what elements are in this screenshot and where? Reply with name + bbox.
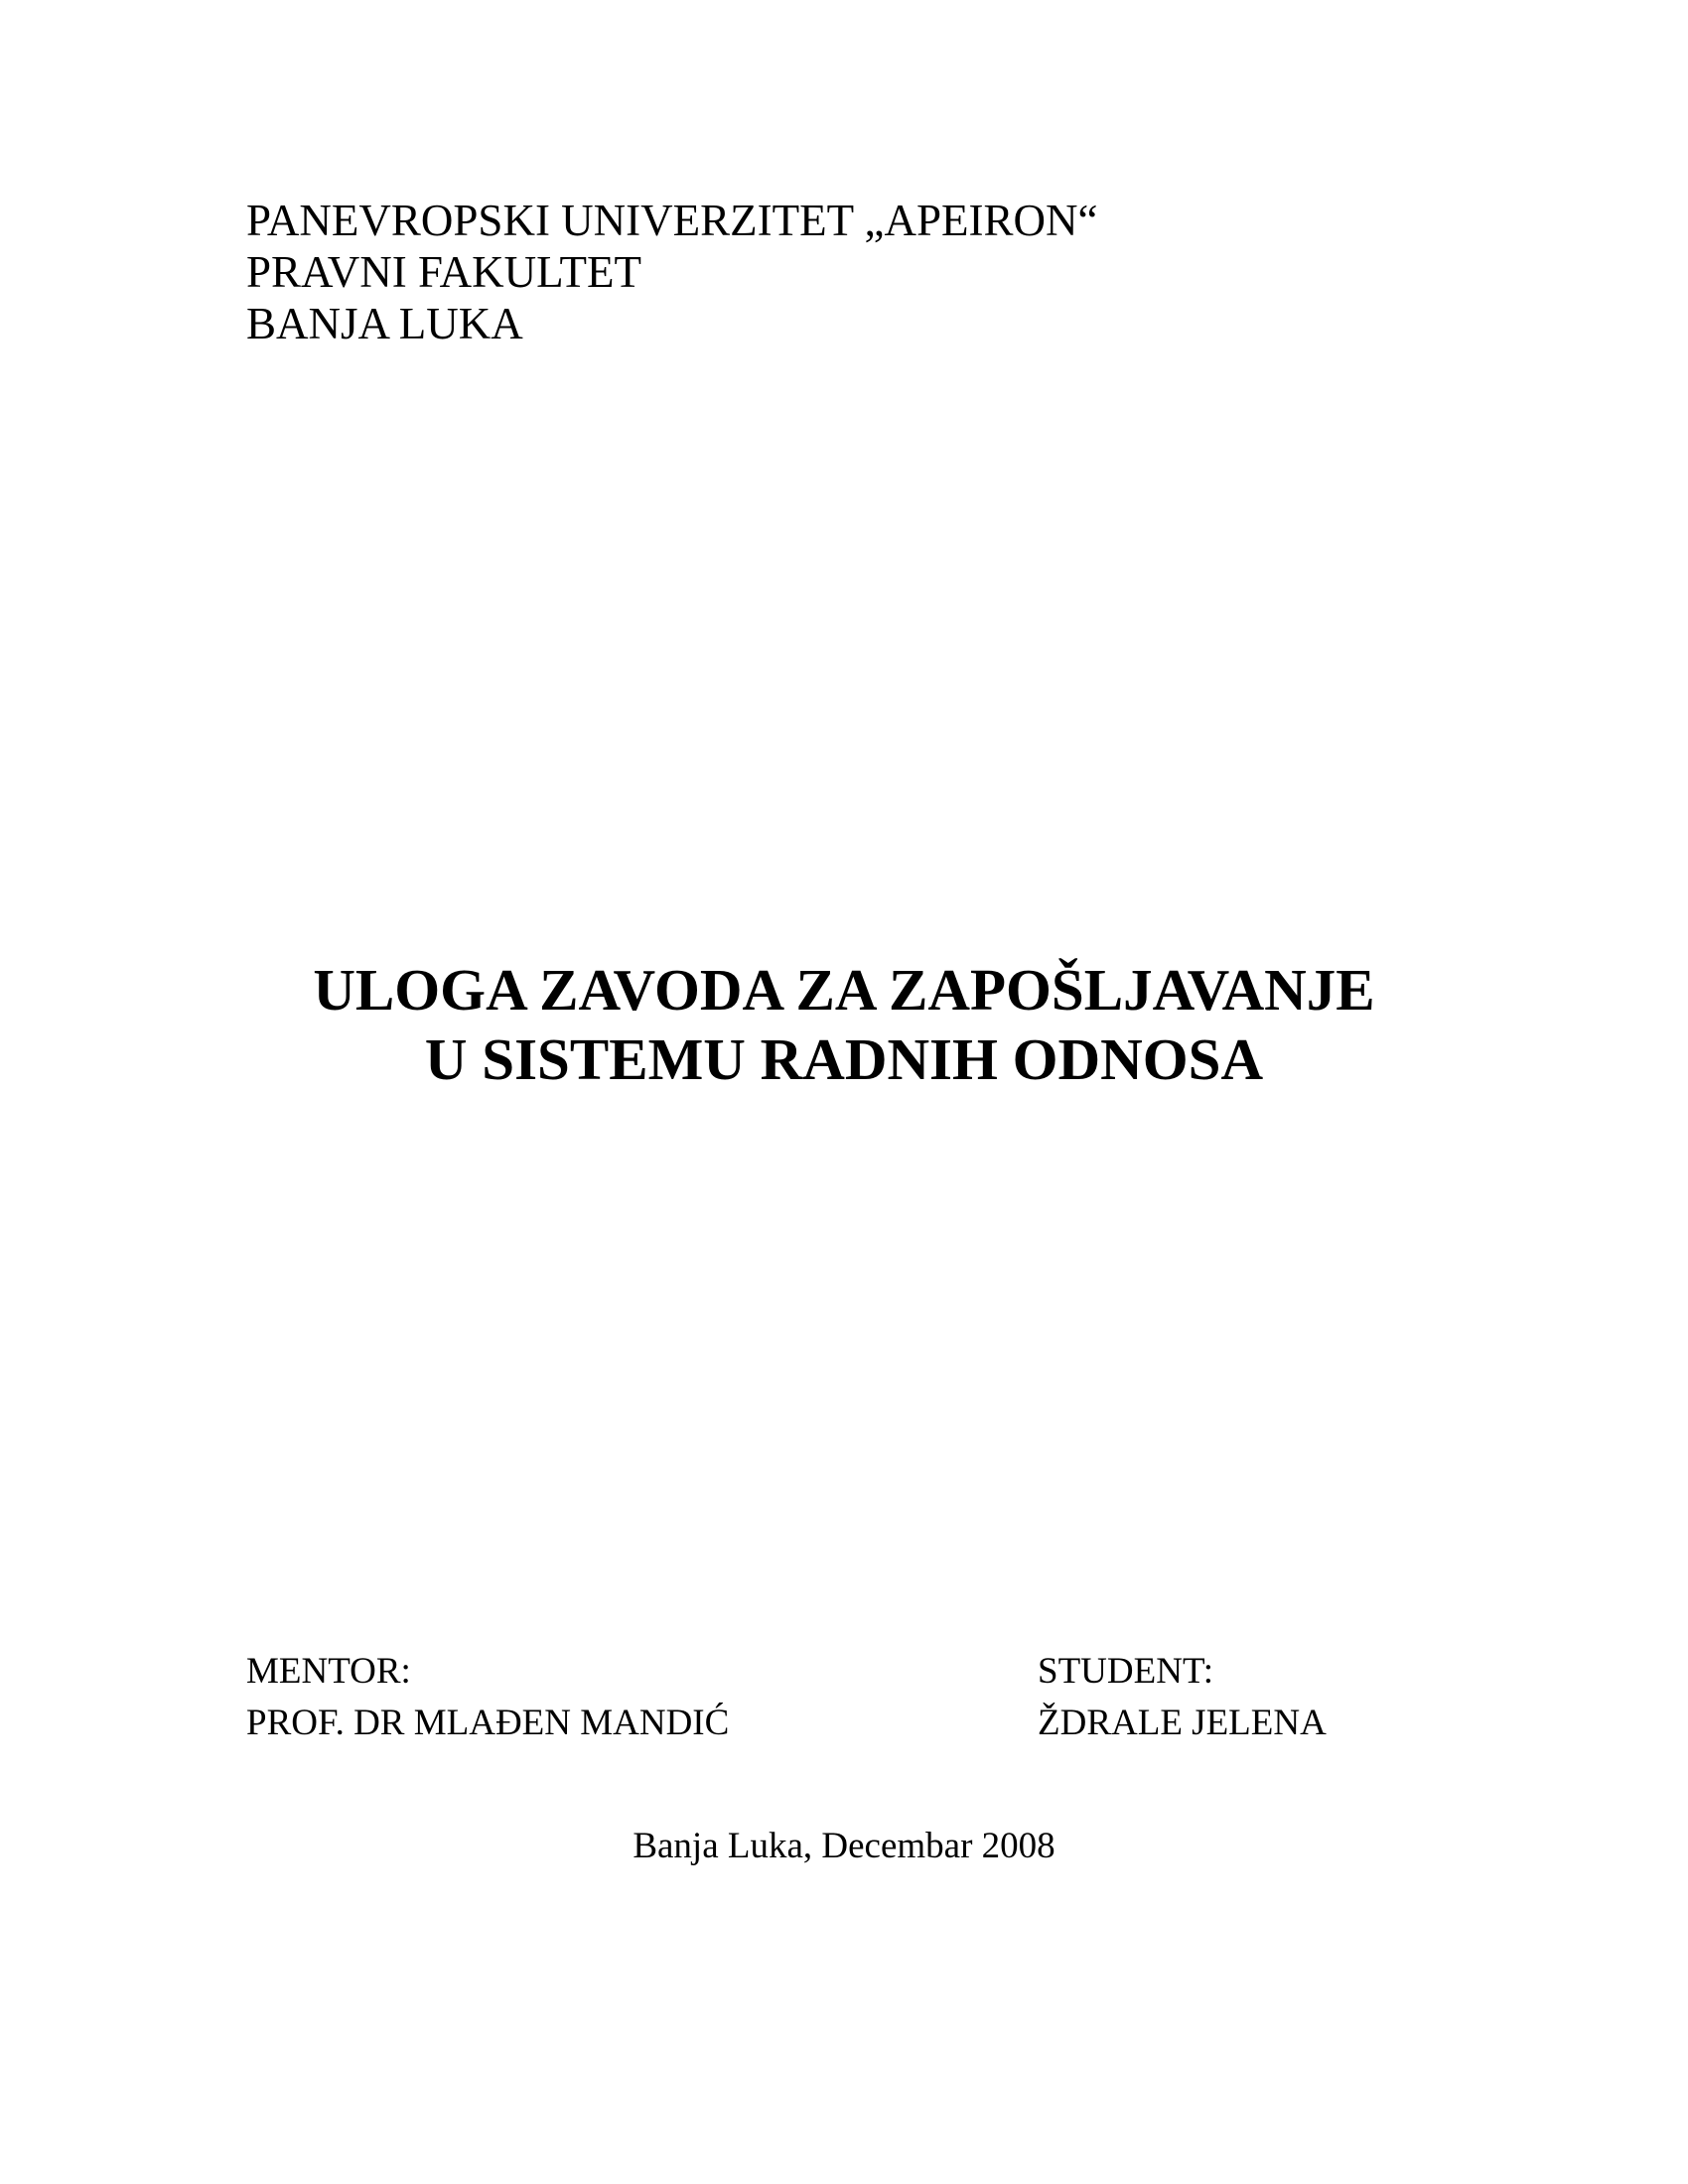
city-name: BANJA LUKA: [246, 299, 523, 348]
mentor-name: PROF. DR MLAĐEN MANDIĆ: [246, 1703, 730, 1743]
faculty-name: PRAVNI FAKULTET: [246, 247, 641, 297]
mentor-label: MENTOR:: [246, 1651, 411, 1692]
mentor-block: [246, 1646, 729, 1749]
institution-header: [246, 195, 1097, 349]
student-block: [1038, 1646, 1327, 1749]
place-and-date: Banja Luka, Decembar 2008: [633, 1826, 1055, 1866]
thesis-title-line-1: ULOGA ZAVODA ZA ZAPOŠLJAVANJE: [313, 957, 1375, 1023]
student-label: STUDENT:: [1038, 1651, 1213, 1692]
thesis-title: [0, 955, 1688, 1094]
thesis-title-line-2: U SISTEMU RADNIH ODNOSA: [424, 1026, 1264, 1092]
university-name: PANEVROPSKI UNIVERZITET „APEIRON“: [246, 196, 1098, 245]
student-name: ŽDRALE JELENA: [1038, 1703, 1327, 1743]
